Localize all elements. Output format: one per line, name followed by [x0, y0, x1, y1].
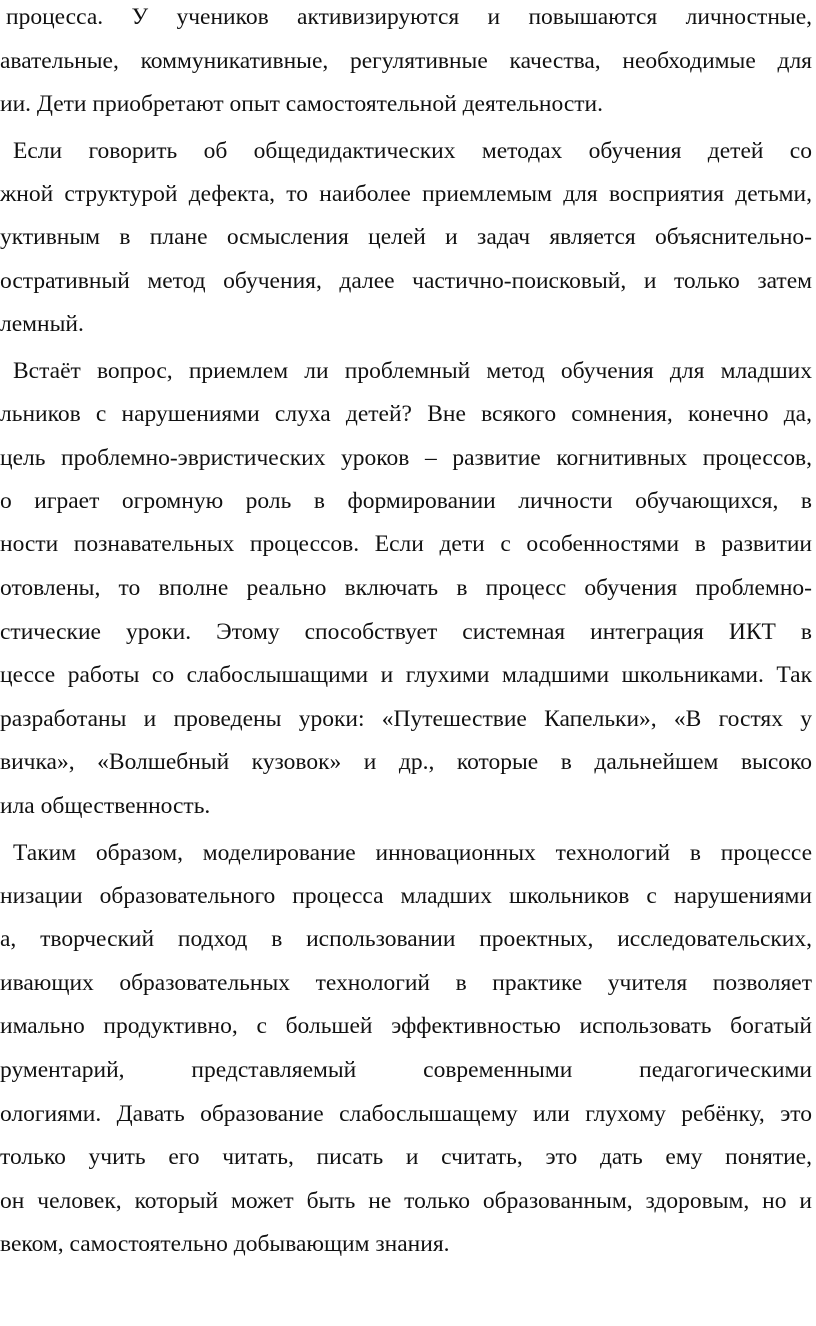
text-line: Встаёт вопрос, приемлем ли проблемный метод обучения для младших — [13, 358, 812, 384]
text-line: жной структурой дефекта, то наиболее приемлемым для восприятия детьми, — [0, 181, 812, 207]
text-line: он человек, который может быть не только образованным, здоровым, но и — [0, 1188, 812, 1214]
text-line: остративный метод обучения, далее частично-поисковый, и только затем — [0, 268, 812, 294]
text-line: ии. Дети приобретают опыт самостоятельной деятельности. — [0, 91, 603, 117]
text-line: ивающих образовательных технологий в практике учителя позволяет — [0, 970, 812, 996]
text-line: уктивным в плане осмысления целей и задач является объяснительно- — [0, 224, 812, 250]
text-line: имально продуктивно, с большей эффективностью использовать богатый — [0, 1013, 812, 1039]
text-line: авательные, коммуникативные, регулятивные качества, необходимые для — [0, 48, 812, 74]
text-line: лемный. — [0, 311, 84, 337]
text-line: цессе работы со слабослышащими и глухими младшими школьниками. Так — [0, 662, 812, 688]
text-line: ности познавательных процессов. Если дети с особенностями в развитии — [0, 531, 812, 557]
text-line: льников с нарушениями слуха детей? Вне всякого сомнения, конечно да, — [0, 401, 812, 427]
text-line: Таким образом, моделирование инновационных технологий в процессе — [13, 840, 812, 866]
text-line: стические уроки. Этому способствует системная интеграция ИКТ в — [0, 619, 812, 645]
text-line: цель проблемно-эвристических уроков – развитие когнитивных процессов, — [0, 445, 812, 471]
text-line: рументарий, представляемый современными педагогическими — [0, 1057, 812, 1083]
text-line: низации образовательного процесса младших школьников с нарушениями — [0, 883, 812, 909]
text-line: отовлены, то вполне реально включать в процесс обучения проблемно- — [0, 575, 812, 601]
text-line: разработаны и проведены уроки: «Путешествие Капельки», «В гостях у — [0, 706, 812, 732]
text-line: вичка», «Волшебный кузовок» и др., которые в дальнейшем высоко — [0, 749, 812, 775]
text-line: только учить его читать, писать и считать, это дать ему понятие, — [0, 1144, 812, 1170]
text-line: о играет огромную роль в формировании личности обучающихся, в — [0, 488, 812, 514]
text-line: а, творческий подход в использовании проектных, исследовательских, — [0, 926, 812, 952]
text-line: веком, самостоятельно добывающим знания. — [0, 1231, 450, 1257]
text-line: процесса. У учеников активизируются и повышаются личностные, — [6, 4, 812, 30]
text-line: ологиями. Давать образование слабослышащему или глухому ребёнку, это — [0, 1101, 812, 1127]
text-line: ила общественность. — [0, 793, 211, 819]
text-line: Если говорить об общедидактических методах обучения детей со — [13, 138, 812, 164]
